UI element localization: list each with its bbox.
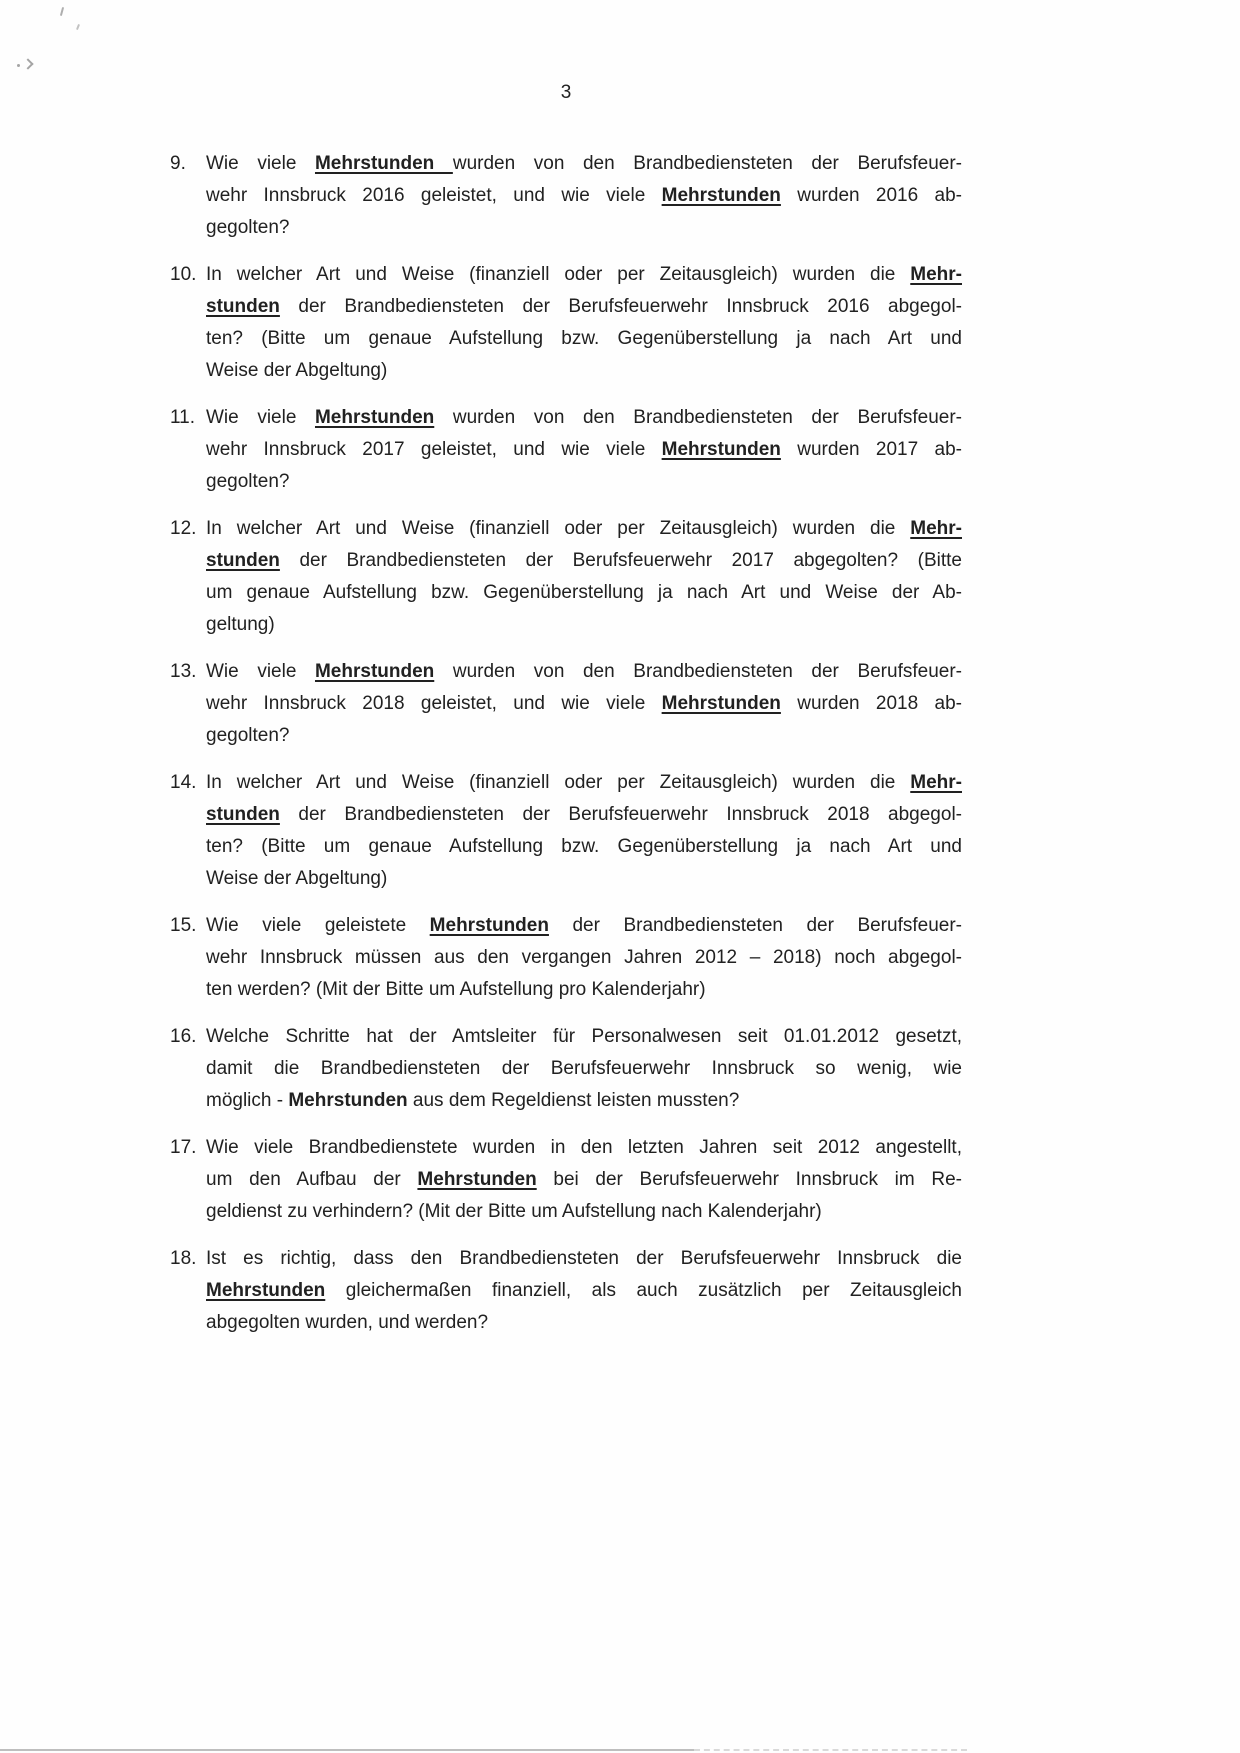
text-line	[206, 259, 962, 291]
question-item	[170, 656, 962, 752]
text-segment: wurden von den Brandbediensteten der Berufsfeuer-	[434, 661, 962, 682]
question-text	[206, 148, 962, 244]
question-number: 11.	[170, 407, 196, 428]
emphasis-underlined-term: Mehrstunden	[429, 915, 549, 936]
question-text	[206, 656, 962, 752]
text-segment: gegolten?	[206, 471, 290, 492]
emphasis-underlined-term: Mehrstunden	[314, 661, 435, 682]
scan-edge-artifact	[0, 1749, 694, 1751]
scan-artifact	[60, 7, 64, 16]
text-segment: wehr Innsbruck 2016 geleistet, und wie viele	[206, 185, 662, 206]
text-segment: abgegolten wurden, und werden?	[206, 1312, 489, 1333]
text-line	[206, 974, 962, 1006]
text-segment: der Brandbediensteten der Berufsfeuerwehr Innsbruck 2018 abgegol-	[279, 804, 962, 825]
text-line	[206, 466, 962, 498]
question-text	[206, 513, 962, 641]
emphasis-underlined-term: Mehr-	[910, 518, 962, 539]
text-line	[206, 434, 962, 466]
emphasis-underlined-term: Mehrstunden	[314, 407, 435, 428]
question-item	[170, 767, 962, 895]
question-text	[206, 402, 962, 498]
question-text	[206, 1243, 962, 1339]
text-segment: wurden von den Brandbediensteten der Berufsfeuer-	[452, 153, 962, 174]
question-text	[206, 767, 962, 895]
document-content	[170, 0, 962, 1354]
question-number: 9.	[170, 153, 186, 174]
text-segment: um den Aufbau der	[206, 1169, 418, 1190]
text-segment: wehr Innsbruck 2017 geleistet, und wie viele	[206, 439, 662, 460]
text-segment: wehr Innsbruck 2018 geleistet, und wie viele	[206, 693, 662, 714]
text-segment: In welcher Art und Weise (finanziell oder per Zeitausgleich) wurden die	[206, 518, 911, 539]
text-line	[206, 1307, 962, 1339]
text-line	[206, 148, 962, 180]
text-segment: wurden von den Brandbediensteten der Berufsfeuer-	[434, 407, 962, 428]
text-line	[206, 323, 962, 355]
text-line	[206, 688, 962, 720]
text-segment: damit die Brandbediensteten der Berufsfeuerwehr Innsbruck so wenig, wie	[206, 1058, 962, 1079]
question-text	[206, 910, 962, 1006]
text-segment: geltung)	[206, 614, 275, 635]
text-segment: bei der Berufsfeuerwehr Innsbruck im Re-	[536, 1169, 962, 1190]
text-segment: möglich -	[206, 1090, 289, 1111]
question-item	[170, 148, 962, 244]
text-line	[206, 1275, 962, 1307]
page-number: 3	[560, 82, 572, 103]
text-line	[206, 942, 962, 974]
text-segment: ten? (Bitte um genaue Aufstellung bzw. Gegenüberstellung ja nach Art und	[206, 836, 962, 857]
text-line	[206, 545, 962, 577]
text-line	[206, 1243, 962, 1275]
text-line	[206, 1196, 962, 1228]
text-segment: wurden 2017 ab-	[780, 439, 963, 460]
text-line	[206, 577, 962, 609]
text-line	[206, 355, 962, 387]
text-segment: ten? (Bitte um genaue Aufstellung bzw. Gegenüberstellung ja nach Art und	[206, 328, 962, 349]
question-number: 12.	[170, 518, 197, 539]
text-segment: Ist es richtig, dass den Brandbediensteten der Berufsfeuerwehr Innsbruck die	[206, 1248, 962, 1269]
text-segment: der Brandbediensteten der Berufsfeuerwehr Innsbruck 2016 abgegol-	[279, 296, 962, 317]
scan-artifact	[17, 64, 20, 67]
emphasis-underlined-term: Mehrstunden	[206, 1280, 326, 1301]
text-line	[206, 180, 962, 212]
text-segment: der Brandbediensteten der Berufsfeuerwehr 2017 abgegolten? (Bitte	[279, 550, 962, 571]
emphasis-underlined-term: Mehrstunden	[661, 439, 781, 460]
text-segment: Wie viele	[206, 661, 315, 682]
text-segment: wurden 2018 ab-	[780, 693, 963, 714]
text-segment: gleichermaßen finanziell, als auch zusätzlich per Zeitausgleich	[325, 1280, 962, 1301]
question-list	[170, 148, 962, 1339]
question-number: 13.	[170, 661, 197, 682]
text-segment: gegolten?	[206, 217, 290, 238]
text-segment: wurden 2016 ab-	[780, 185, 963, 206]
text-line	[206, 212, 962, 244]
text-line	[206, 1053, 962, 1085]
question-number: 15.	[170, 915, 197, 936]
text-segment: In welcher Art und Weise (finanziell oder per Zeitausgleich) wurden die	[206, 772, 911, 793]
question-number: 10.	[170, 264, 197, 285]
emphasis-underlined-term: Mehrstunden	[314, 153, 453, 174]
emphasis-bold-term: Mehrstunden	[288, 1090, 408, 1111]
question-item	[170, 1132, 962, 1228]
text-line	[206, 863, 962, 895]
text-line	[206, 720, 962, 752]
question-text	[206, 1132, 962, 1228]
text-line	[206, 1085, 962, 1117]
text-line	[206, 513, 962, 545]
scan-artifact	[76, 24, 80, 30]
text-line	[206, 291, 962, 323]
question-number: 16.	[170, 1026, 197, 1047]
text-line	[206, 1164, 962, 1196]
text-segment: Weise der Abgeltung)	[206, 360, 388, 381]
emphasis-underlined-term: stunden	[206, 296, 280, 317]
text-line	[206, 1132, 962, 1164]
text-segment: Welche Schritte hat der Amtsleiter für Personalwesen seit 01.01.2012 gesetzt,	[206, 1026, 962, 1047]
question-text	[206, 259, 962, 387]
scan-edge-artifact	[694, 1749, 967, 1751]
emphasis-underlined-term: Mehrstunden	[661, 185, 781, 206]
text-segment: geldienst zu verhindern? (Mit der Bitte um Aufstellung nach Kalenderjahr)	[206, 1201, 822, 1222]
text-segment: um genaue Aufstellung bzw. Gegenüberstellung ja nach Art und Weise der Ab-	[206, 582, 962, 603]
text-line	[206, 609, 962, 641]
question-number: 18.	[170, 1248, 197, 1269]
scan-artifact	[22, 58, 33, 69]
question-item	[170, 1243, 962, 1339]
emphasis-underlined-term: Mehr-	[910, 264, 962, 285]
emphasis-underlined-term: stunden	[206, 550, 280, 571]
question-number: 14.	[170, 772, 197, 793]
text-segment: wehr Innsbruck müssen aus den vergangen Jahren 2012 – 2018) noch abgegol-	[206, 947, 962, 968]
emphasis-underlined-term: stunden	[206, 804, 280, 825]
text-segment: ten werden? (Mit der Bitte um Aufstellung pro Kalenderjahr)	[206, 979, 706, 1000]
question-number: 17.	[170, 1137, 197, 1158]
text-line	[206, 1021, 962, 1053]
emphasis-underlined-term: Mehrstunden	[417, 1169, 537, 1190]
text-segment: aus dem Regeldienst leisten mussten?	[407, 1090, 740, 1111]
question-item	[170, 513, 962, 641]
text-line	[206, 402, 962, 434]
question-item	[170, 259, 962, 387]
text-line	[206, 799, 962, 831]
text-segment: gegolten?	[206, 725, 290, 746]
text-segment: Wie viele	[206, 153, 315, 174]
question-item	[170, 910, 962, 1006]
text-segment: Wie viele	[206, 407, 315, 428]
text-segment: Wie viele Brandbedienstete wurden in den letzten Jahren seit 2012 angestellt,	[206, 1137, 962, 1158]
text-segment: In welcher Art und Weise (finanziell oder per Zeitausgleich) wurden die	[206, 264, 911, 285]
question-item	[170, 1021, 962, 1117]
question-text	[206, 1021, 962, 1117]
text-line	[206, 910, 962, 942]
text-segment: Wie viele geleistete	[206, 915, 430, 936]
question-item	[170, 402, 962, 498]
emphasis-underlined-term: Mehr-	[910, 772, 962, 793]
text-segment: Weise der Abgeltung)	[206, 868, 388, 889]
emphasis-underlined-term: Mehrstunden	[661, 693, 781, 714]
text-line	[206, 656, 962, 688]
text-line	[206, 767, 962, 799]
text-segment: der Brandbediensteten der Berufsfeuer-	[548, 915, 962, 936]
text-line	[206, 831, 962, 863]
